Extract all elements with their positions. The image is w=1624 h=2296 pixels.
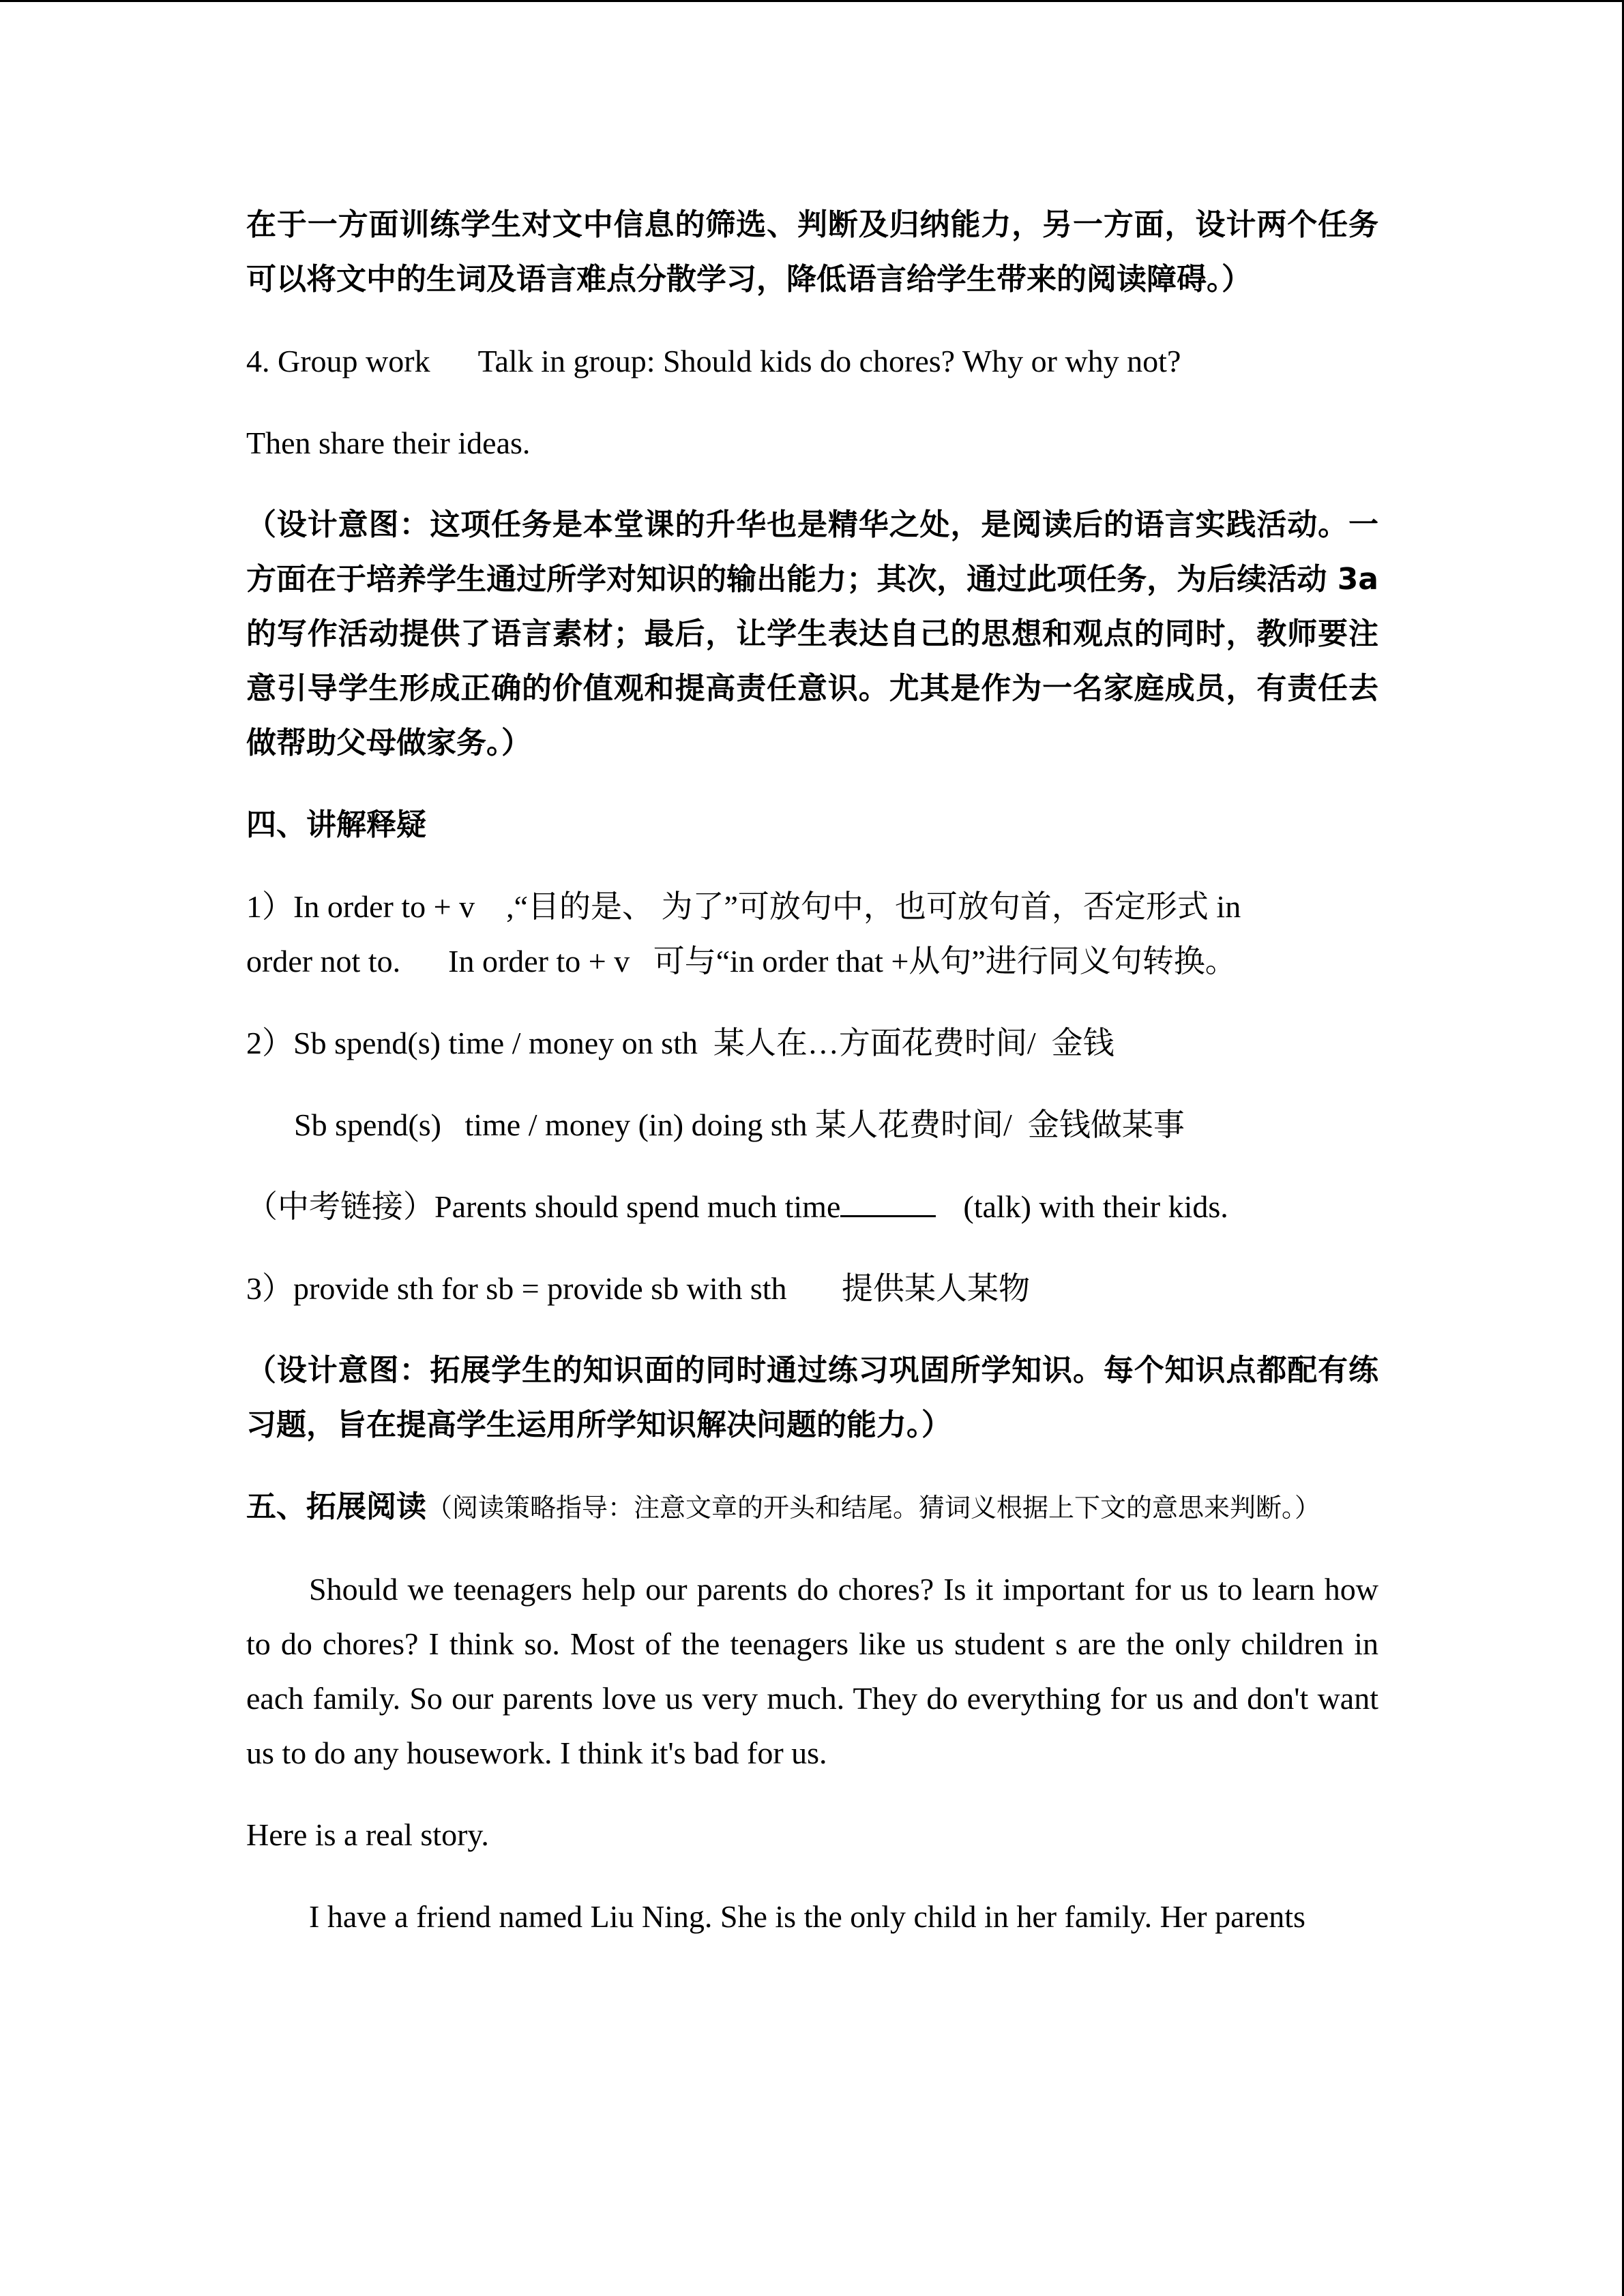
point-2-sub-line: Sb spend(s) time / money (in) doing sth 某人花费时间/ 金钱做某事 bbox=[294, 1107, 1185, 1142]
point-1-line-1: 1）In order to + v ,“目的是、 为了”可放句中，也可放句首，否定形式 in bbox=[246, 889, 1241, 924]
section-heading-reading bbox=[246, 1480, 1378, 1535]
reading-strategy-note: （阅读策略指导：注意文章的开头和结尾。猜词义根据上下文的意思来判断。） bbox=[426, 1493, 1321, 1523]
point-1-line-2a: order not to. bbox=[246, 944, 401, 979]
section-heading-explain: 四、讲解释疑 bbox=[246, 807, 426, 842]
point-3-line: 3）provide sth for sb = provide sb with sth 提供某人某物 bbox=[246, 1271, 1031, 1306]
page-border-top bbox=[0, 0, 1624, 2]
exam-link-line bbox=[246, 1180, 1378, 1234]
fill-in-blank bbox=[840, 1188, 936, 1217]
design-intent-continuation: 在于一方面训练学生对文中信息的筛选、判断及归纳能力，另一方面，设计两个任务可以将文中的生词及语言难点分散学习，降低语言给学生带来的阅读障碍。） bbox=[246, 207, 1378, 297]
exam-link-suffix: (talk) with their kids. bbox=[963, 1189, 1228, 1224]
point-1-line-2 bbox=[246, 934, 1378, 989]
group-work-text: Talk in group: Should kids do chores? Why or why not? bbox=[477, 344, 1181, 378]
reading-paragraph-1: Should we teenagers help our parents do chores? Is it important for us to learn how to do chores? I think so. Most of the teenagers like us student s are the only children in each family. So our parents love us very much. They do everything for us and don't want us to do any housework. I think it's bad for us. bbox=[246, 1572, 1378, 1770]
group-work-label: 4. Group work bbox=[246, 344, 430, 378]
document-body bbox=[246, 198, 1378, 1944]
reading-paragraph-2: Here is a real story. bbox=[246, 1817, 489, 1852]
point-1-line-2b: In order to + v 可与“in order that +从句”进行同义句转换。 bbox=[448, 944, 1237, 979]
share-ideas-line: Then share their ideas. bbox=[246, 426, 531, 460]
reading-heading-title: 五、拓展阅读 bbox=[246, 1489, 426, 1524]
group-work-line bbox=[246, 334, 1378, 389]
reading-paragraph-3: I have a friend named Liu Ning. She is the only child in her family. Her parents bbox=[309, 1899, 1305, 1934]
design-intent-group-work: （设计意图：这项任务是本堂课的升华也是精华之处，是阅读后的语言实践活动。一方面在于培养学生通过所学对知识的输出能力；其次，通过此项任务，为后续活动 3a 的写作活动提供了语言素材；最后，让学生表达自己的思想和观点的同时，教师要注意引导学生形成正确的价值观和提高责任意识。尤其是作为一名家庭成员，有责任去做帮助父母做家务。） bbox=[246, 507, 1378, 760]
exam-link-prefix: （中考链接）Parents should spend much time bbox=[246, 1189, 841, 1224]
point-2-line: 2）Sb spend(s) time / money on sth 某人在…方面花费时间/ 金钱 bbox=[246, 1026, 1114, 1060]
design-intent-practice: （设计意图：拓展学生的知识面的同时通过练习巩固所学知识。每个知识点都配有练习题，旨在提高学生运用所学知识解决问题的能力。） bbox=[246, 1353, 1378, 1442]
